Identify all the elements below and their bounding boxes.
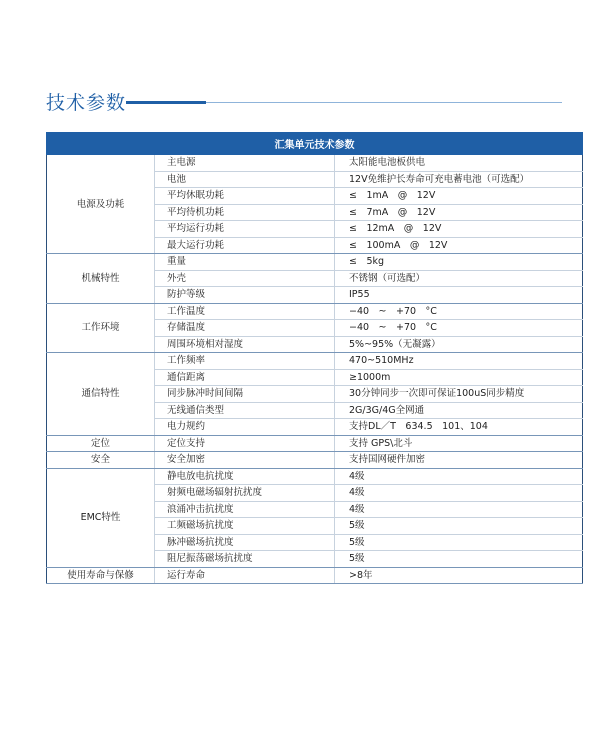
item-cell: 同步脉冲时间间隔 (155, 386, 335, 403)
category-cell: 机械特性 (47, 254, 155, 304)
value-cell: ≤ 12mA @ 12V (335, 221, 583, 238)
item-cell: 静电放电抗扰度 (155, 468, 335, 485)
item-cell: 平均休眠功耗 (155, 188, 335, 205)
spec-table (46, 132, 583, 584)
value-cell: 30分钟同步一次即可保证100uS同步精度 (335, 386, 583, 403)
value-cell: 5级 (335, 551, 583, 568)
item-cell: 存储温度 (155, 320, 335, 337)
value-cell: 4级 (335, 468, 583, 485)
item-cell: 通信距离 (155, 369, 335, 386)
item-cell: 射频电磁场辐射抗扰度 (155, 485, 335, 502)
item-cell: 工作温度 (155, 303, 335, 320)
item-cell: 外壳 (155, 270, 335, 287)
item-cell: 安全加密 (155, 452, 335, 469)
category-cell: 电源及功耗 (47, 155, 155, 254)
item-cell: 主电源 (155, 155, 335, 172)
value-cell: IP55 (335, 287, 583, 304)
item-cell: 运行寿命 (155, 567, 335, 584)
item-cell: 重量 (155, 254, 335, 271)
value-cell: 5%~95%（无凝露） (335, 336, 583, 353)
item-cell: 工频磁场抗扰度 (155, 518, 335, 535)
value-cell: >8年 (335, 567, 583, 584)
value-cell: ≤ 1mA @ 12V (335, 188, 583, 205)
page-title: 技术参数 (46, 92, 127, 114)
value-cell: 470~510MHz (335, 353, 583, 370)
value-cell: 支持DL／T 634.5 101、104 (335, 419, 583, 436)
item-cell: 周围环境相对湿度 (155, 336, 335, 353)
item-cell: 阻尼振荡磁场抗扰度 (155, 551, 335, 568)
value-cell: 5级 (335, 534, 583, 551)
table-header: 汇集单元技术参数 (47, 133, 583, 155)
value-cell: 4级 (335, 485, 583, 502)
item-cell: 平均待机功耗 (155, 204, 335, 221)
item-cell: 脉冲磁场抗扰度 (155, 534, 335, 551)
item-cell: 平均运行功耗 (155, 221, 335, 238)
value-cell: 12V免维护长寿命可充电蓄电池（可选配） (335, 171, 583, 188)
table-row (47, 155, 583, 172)
page-title-wrap (46, 93, 126, 113)
value-cell: 支持 GPS\北斗 (335, 435, 583, 452)
value-cell: ≤ 7mA @ 12V (335, 204, 583, 221)
item-cell: 电池 (155, 171, 335, 188)
category-cell: 定位 (47, 435, 155, 452)
value-cell: ≥1000m (335, 369, 583, 386)
item-cell: 无线通信类型 (155, 402, 335, 419)
item-cell: 最大运行功耗 (155, 237, 335, 254)
value-cell: 4级 (335, 501, 583, 518)
table-body (47, 155, 583, 584)
category-cell: 使用寿命与保修 (47, 567, 155, 584)
item-cell: 浪涌冲击抗扰度 (155, 501, 335, 518)
title-divider-accent (126, 101, 206, 104)
category-cell: 安全 (47, 452, 155, 469)
item-cell: 定位支持 (155, 435, 335, 452)
value-cell: 太阳能电池板供电 (335, 155, 583, 172)
value-cell: ≤ 5kg (335, 254, 583, 271)
table-row (47, 435, 583, 452)
value-cell: ≤ 100mA @ 12V (335, 237, 583, 254)
item-cell: 电力规约 (155, 419, 335, 436)
category-cell: EMC特性 (47, 468, 155, 567)
category-cell: 通信特性 (47, 353, 155, 436)
value-cell: 2G/3G/4G全网通 (335, 402, 583, 419)
table-row (47, 303, 583, 320)
value-cell: −40 ~ +70 °C (335, 320, 583, 337)
category-cell: 工作环境 (47, 303, 155, 353)
table-row (47, 468, 583, 485)
value-cell: 支持国网硬件加密 (335, 452, 583, 469)
value-cell: 5级 (335, 518, 583, 535)
value-cell: 不锈钢（可选配） (335, 270, 583, 287)
item-cell: 工作频率 (155, 353, 335, 370)
item-cell: 防护等级 (155, 287, 335, 304)
table-row (47, 353, 583, 370)
value-cell: −40 ~ +70 °C (335, 303, 583, 320)
table-row (47, 452, 583, 469)
table-row (47, 567, 583, 584)
table-row (47, 254, 583, 271)
